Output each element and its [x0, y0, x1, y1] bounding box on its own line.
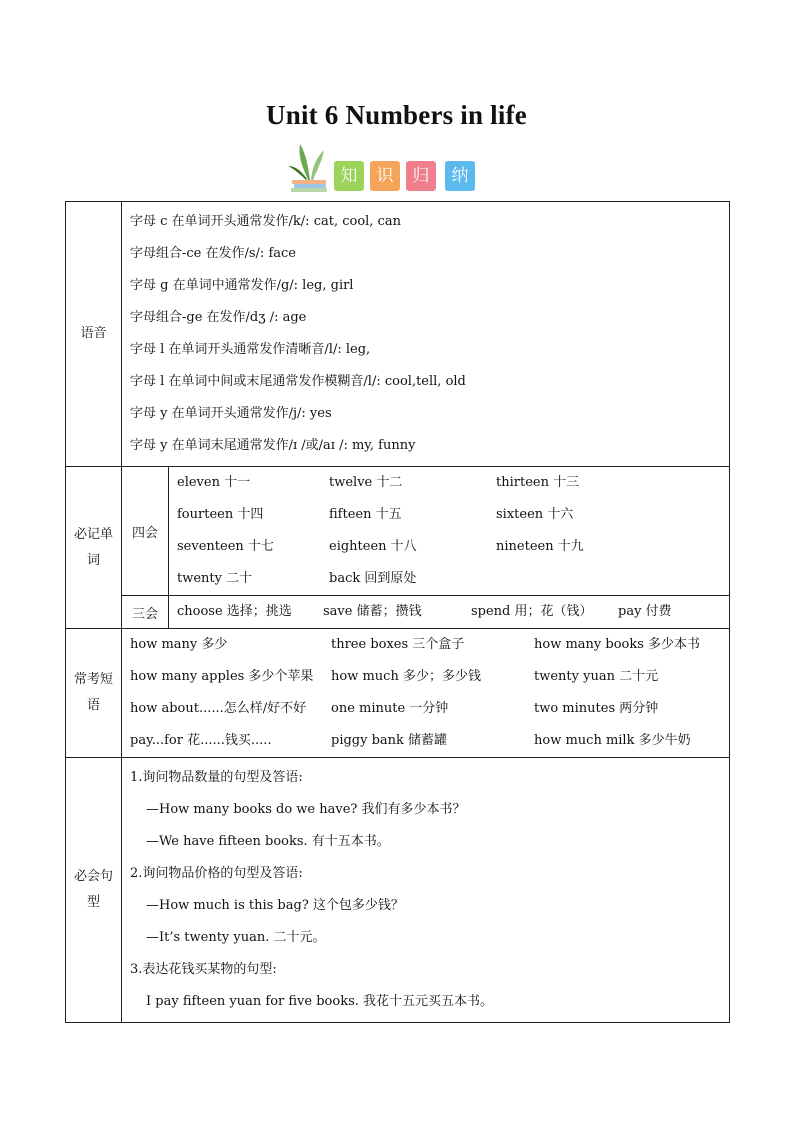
sentence-line: 2.询问物品价格的句型及答语:: [130, 866, 303, 881]
vocab-label: 必记单 词: [66, 467, 122, 629]
pronunciation-line: 字母 y 在单词开头通常发作/j/: yes: [130, 406, 332, 421]
sentence-line: —How many books do we have? 我们有多少本书？: [146, 802, 466, 817]
vocab-three-item: spend 用；花（钱）: [471, 604, 593, 619]
vocab-word-item: thirteen 十三: [496, 475, 580, 490]
phrase-row: [130, 661, 729, 693]
sentences-content: [122, 758, 730, 1023]
vocab-three-item: choose 选择；挑选: [177, 604, 292, 619]
pronunciation-line: 字母 c 在单词开头通常发作/k/: cat, cool, can: [130, 214, 401, 229]
vocab-word-item: back 回到原处: [329, 571, 417, 586]
phrase-item: piggy bank 储蓄罐: [331, 733, 448, 748]
sentence-line: 3.表达花钱买某物的句型:: [130, 962, 277, 977]
banner-char-3: 归: [406, 161, 436, 191]
sentence-line: —We have fifteen books. 有十五本书。: [146, 834, 390, 849]
pronunciation-content: [122, 202, 730, 467]
phrase-item: two minutes 两分钟: [534, 701, 659, 716]
phrase-row: [130, 693, 729, 725]
vocab-four-row: [66, 467, 730, 596]
pronunciation-line: 字母 l 在单词中间或末尾通常发作模糊音/l/: cool,tell, old: [130, 374, 466, 389]
vocab-four-content: [169, 467, 730, 596]
vocab-word-row: [177, 531, 729, 563]
knowledge-table: [65, 201, 730, 1023]
phrase-item: how much milk 多少牛奶: [534, 733, 691, 748]
phrase-item: how many 多少: [130, 637, 228, 652]
page-title: Unit 6 Numbers in life: [266, 100, 527, 130]
phrase-item: pay...for 花......钱买.....: [130, 733, 272, 748]
vocab-word-row: [177, 499, 729, 531]
sentence-line: I pay fifteen yuan for five books. 我花十五元买五本书。: [146, 994, 494, 1009]
pronunciation-line: 字母 y 在单词末尾通常发作/ɪ /或/aɪ /: my, funny: [130, 438, 416, 453]
vocab-three-item: save 储蓄；攒钱: [323, 604, 422, 619]
phrase-item: twenty yuan 二十元: [534, 669, 659, 684]
vocab-word-item: fifteen 十五: [329, 507, 402, 522]
vocab-four-label: 四会: [122, 467, 169, 596]
sentence-line: 1.询问物品数量的句型及答语:: [130, 770, 303, 785]
phrase-item: how about......怎么样/好不好: [130, 701, 307, 716]
vocab-three-row: [66, 596, 730, 629]
sentences-label: 必会句 型: [66, 758, 122, 1023]
phrase-item: how many books 多少本书: [534, 637, 701, 652]
pronunciation-line: 字母 g 在单词中通常发作/g/: leg, girl: [130, 278, 354, 293]
vocab-word-item: nineteen 十九: [496, 539, 584, 554]
vocab-word-item: twelve 十二: [329, 475, 403, 490]
phrase-item: how many apples 多少个苹果: [130, 669, 314, 684]
vocab-word-item: twenty 二十: [177, 571, 253, 586]
phrase-row: [130, 629, 729, 661]
pronunciation-row: [66, 202, 730, 467]
phrase-row: [130, 725, 729, 757]
banner-char-4: 纳: [445, 161, 475, 191]
phrases-row: [66, 629, 730, 758]
phrases-label: 常考短 语: [66, 629, 122, 758]
vocab-three-content: [169, 596, 730, 629]
phrases-content: [122, 629, 730, 758]
pronunciation-line: 字母组合-ce 在发作/s/: face: [130, 246, 296, 261]
vocab-three-row: [177, 596, 729, 628]
vocab-word-item: fourteen 十四: [177, 507, 264, 522]
vocab-word-item: sixteen 十六: [496, 507, 574, 522]
vocab-three-label: 三会: [122, 596, 169, 629]
vocab-three-item: pay 付费: [618, 604, 672, 619]
vocab-word-item: [496, 563, 676, 595]
phrase-item: three boxes 三个盒子: [331, 637, 465, 652]
plant-books-icon: [288, 142, 336, 192]
banner-char-1: 知: [334, 161, 364, 191]
phrase-item: one minute 一分钟: [331, 701, 449, 716]
pronunciation-label: 语音: [66, 202, 122, 467]
pronunciation-line: 字母 l 在单词开头通常发作清晰音/l/: leg,: [130, 342, 371, 357]
vocab-word-row: [177, 467, 729, 499]
vocab-word-item: seventeen 十七: [177, 539, 274, 554]
vocab-word-item: eighteen 十八: [329, 539, 417, 554]
knowledge-summary-banner: [288, 142, 488, 192]
sentences-row: [66, 758, 730, 1023]
pronunciation-line: 字母组合-ge 在发作/dʒ /: age: [130, 310, 307, 325]
sentence-line: —How much is this bag? 这个包多少钱？: [146, 898, 404, 913]
vocab-word-item: eleven 十一: [177, 475, 251, 490]
sentence-line: —It’s twenty yuan. 二十元。: [146, 930, 326, 945]
banner-char-2: 识: [370, 161, 400, 191]
vocab-word-row: [177, 563, 729, 595]
phrase-item: how much 多少；多少钱: [331, 669, 481, 684]
